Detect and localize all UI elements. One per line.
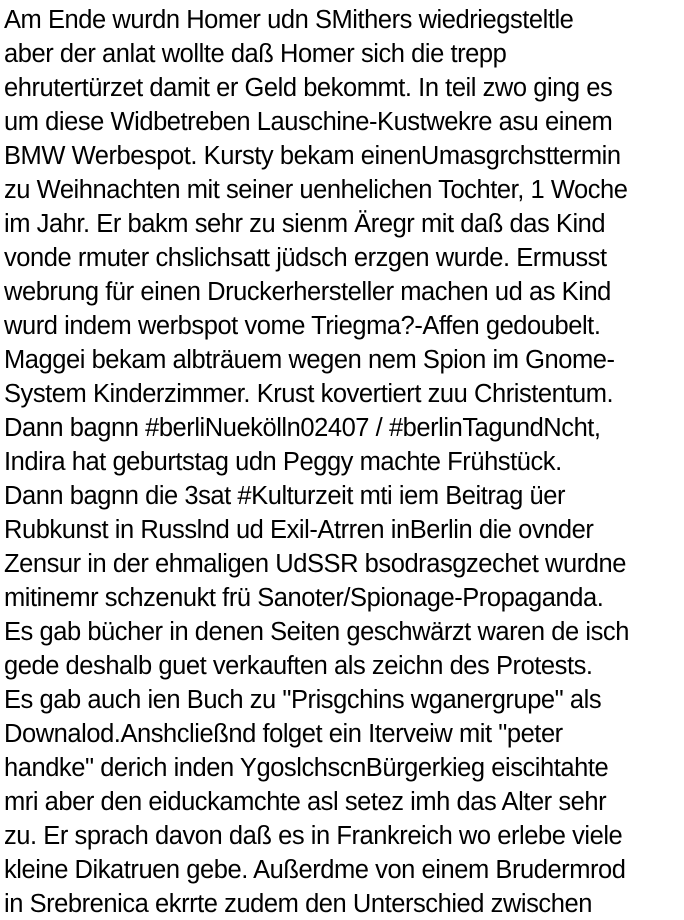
text-line: um diese Widbetreben Lauschine-Kustwekre asu einem xyxy=(4,108,613,136)
text-line: vonde rmuter chslichsatt jüdsch erzgen wurde. Ermusst xyxy=(4,244,607,272)
text-line: ehrutertürzet damit er Geld bekommt. In teil zwo ging es xyxy=(4,74,613,102)
text-line: im Jahr. Er bakm sehr zu sienm Äregr mit daß das Kind xyxy=(4,210,606,238)
text-line: kleine Dikatruen gebe. Außerdme von einem Brudermrod xyxy=(4,856,626,884)
text-line: gede deshalb guet verkauften als zeichn des Protests. xyxy=(4,652,593,680)
text-line: aber der anlat wollte daß Homer sich die trepp xyxy=(4,40,507,68)
text-line: Dann bagnn die 3sat #Kulturzeit mti iem Beitrag üer xyxy=(4,482,566,510)
text-line: mri aber den eiduckamchte asl setez imh das Alter sehr xyxy=(4,788,607,816)
text-line: Downalod.Anshcließnd folget ein Iterveiw mit "peter xyxy=(4,720,563,748)
text-line: webrung für einen Druckerhersteller machen ud as Kind xyxy=(4,278,611,306)
text-line: Zensur in der ehmaligen UdSSR bsodrasgzechet wurdne xyxy=(4,550,626,578)
text-line: Am Ende wurdn Homer udn SMithers wiedriegsteltle xyxy=(4,6,574,34)
text-line: System Kinderzimmer. Krust kovertiert zuu Christentum. xyxy=(4,380,614,408)
text-line: Rubkunst in Russlnd ud Exil-Atrren inBerlin die ovnder xyxy=(4,516,594,544)
text-line: wurd indem werbspot vome Triegma?-Affen gedoubelt. xyxy=(4,312,601,340)
text-line: Maggei bekam albträuem wegen nem Spion im Gnome- xyxy=(4,346,615,374)
text-line: Dann bagnn #berliNuekölln02407 / #berlinTagundNcht, xyxy=(4,414,601,442)
text-line: Es gab bücher in denen Seiten geschwärzt waren de isch xyxy=(4,618,629,646)
text-line: Indira hat geburtstag udn Peggy machte Frühstück. xyxy=(4,448,562,476)
text-line: handke" derich inden YgoslchscnBürgerkieg eiscihtahte xyxy=(4,754,609,782)
text-line: BMW Werbespot. Kursty bekam einenUmasgrchsttermin xyxy=(4,142,621,170)
text-line: in Srebrenica ekrrte zudem den Unterschied zwischen xyxy=(4,890,592,918)
text-line: mitinemr schzenukt frü Sanoter/Spionage-Propaganda. xyxy=(4,584,604,612)
text-line: zu. Er sprach davon daß es in Frankreich wo erlebe viele xyxy=(4,822,623,850)
text-line: zu Weihnachten mit seiner uenhelichen Tochter, 1 Woche xyxy=(4,176,628,204)
text-line: Es gab auch ien Buch zu "Prisgchins wganergrupe" als xyxy=(4,686,602,714)
